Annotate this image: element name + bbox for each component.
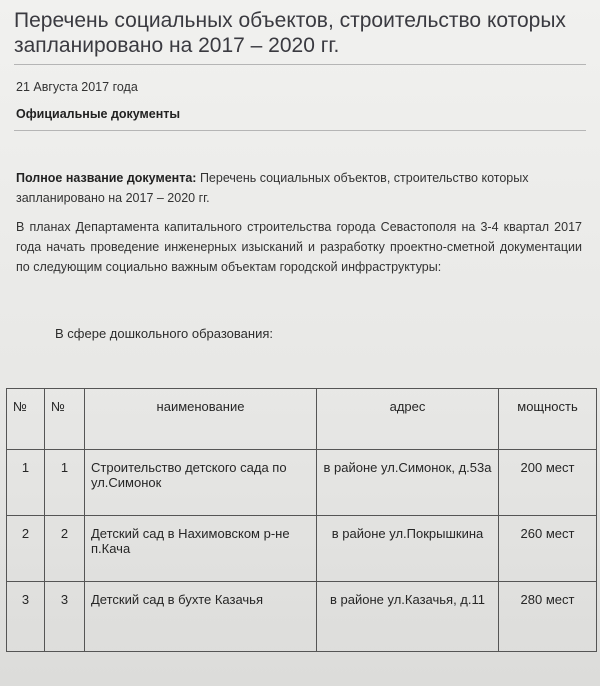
column-header-capacity: мощность [499, 389, 597, 450]
object-address: в районе ул.Покрышкина [317, 516, 499, 582]
section-heading: В сфере дошкольного образования: [55, 326, 273, 341]
row-number: 1 [7, 450, 45, 516]
full-name-label: Полное название документа: [16, 171, 197, 185]
object-name: Строительство детского сада по ул.Симонок [85, 450, 317, 516]
objects-table [6, 388, 597, 652]
full-name-block [16, 168, 556, 208]
divider [14, 64, 586, 65]
table-row [7, 582, 597, 652]
column-header-number: № [7, 389, 45, 450]
row-number-2: 3 [45, 582, 85, 652]
row-number-2: 2 [45, 516, 85, 582]
object-capacity: 200 мест [499, 450, 597, 516]
column-header-name: наименование [85, 389, 317, 450]
object-capacity: 280 мест [499, 582, 597, 652]
table-row [7, 450, 597, 516]
table-header-row [7, 389, 597, 450]
object-address: в районе ул.Казачья, д.11 [317, 582, 499, 652]
object-capacity: 260 мест [499, 516, 597, 582]
object-name: Детский сад в Нахимовском р-не п.Кача [85, 516, 317, 582]
document-date: 21 Августа 2017 года [16, 80, 138, 94]
document-title: Перечень социальных объектов, строительство которых запланировано на 2017 – 2020 гг. [14, 9, 566, 57]
full-name-value: Перечень социальных объектов, строительство которых запланировано на 2017 – 2020 гг. [16, 171, 529, 205]
row-number: 2 [7, 516, 45, 582]
row-number-2: 1 [45, 450, 85, 516]
object-address: в районе ул.Симонок, д.53а [317, 450, 499, 516]
column-header-number-2: № [45, 389, 85, 450]
object-name: Детский сад в бухте Казачья [85, 582, 317, 652]
table-row [7, 516, 597, 582]
row-number: 3 [7, 582, 45, 652]
column-header-address: адрес [317, 389, 499, 450]
intro-paragraph: В планах Департамента капитального строительства города Севастополя на 3-4 квартал 2017 года начать проведение инженерных изысканий и разработку проектно-сметной документации по следующим социально важным объектам городской инфраструктуры: [16, 220, 582, 274]
divider [14, 130, 586, 131]
document-category: Официальные документы [16, 107, 181, 121]
